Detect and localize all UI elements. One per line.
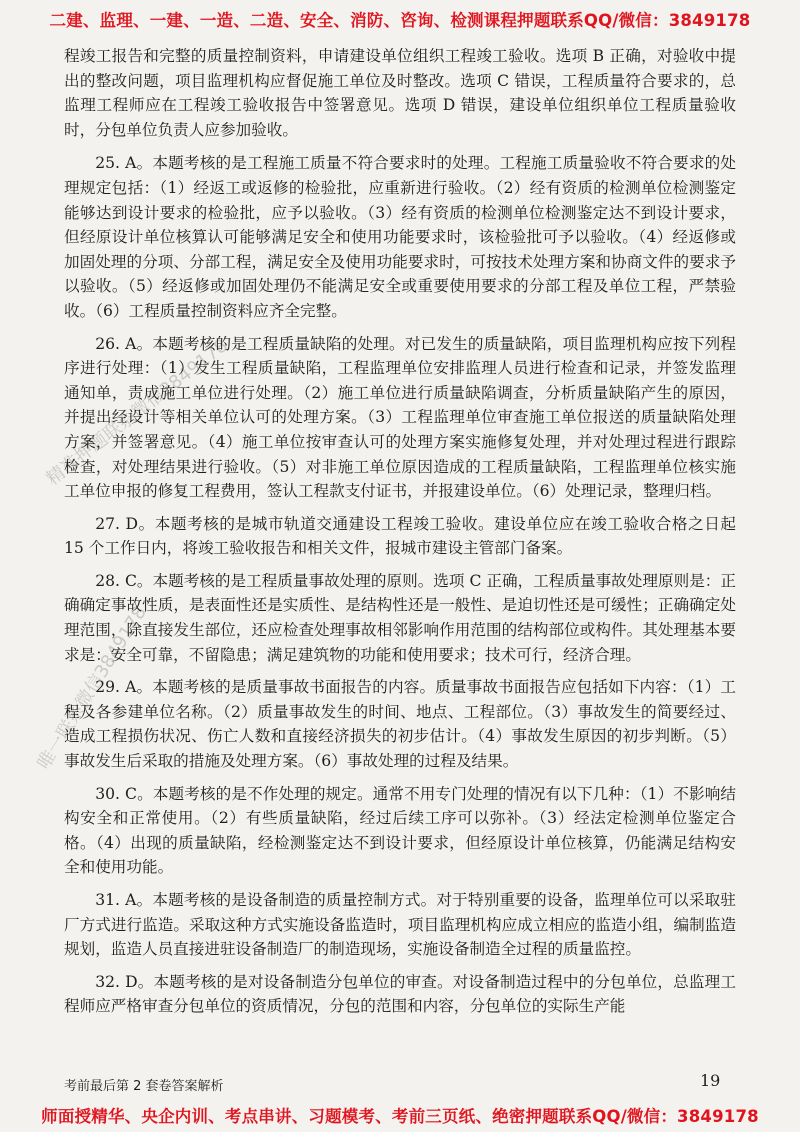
paragraph-continuation: 程竣工报告和完整的质量控制资料，申请建设单位组织工程竣工验收。选项 B 正确，对验收中提出的整改问题，项目监理机构应督促施工单位及时整改。选项 C 错误，工程质量符合要求的，总监理工程师应在工程竣工验收报告中签署意见。选项 D 错误，建设单位组织单位工程质量验收时，分包单位负责人应参加验收。 — [64, 47, 736, 139]
answer-explanation-body — [64, 44, 736, 1027]
page-number: 19 — [700, 1071, 721, 1090]
diagonal-watermark: 唯一联系微信3849178 — [33, 602, 151, 774]
footer-book-title: 考前最后第 2 套卷答案解析 — [64, 1079, 224, 1094]
answer-25: 25. A。本题考核的是工程施工质量不符合要求时的处理。工程施工质量验收不符合要求的处理规定包括：（1）经返工或返修的检验批，应重新进行验收。（2）经有资质的检测单位检测鉴定能够达到设计要求的检验批，应予以验收。（3）经有资质的检测单位检测鉴定达不到设计要求，但经原设计单位核算认可能够满足安全和使用功能要求时，该检验批可予以验收。（4）经返修或加固处理的分项、分部工程，满足安全及使用功能要求时，可按技术处理方案和协商文件的要求予以验收。（5）经返修或加固处理仍不能满足安全或重要使用要求的分部工程及单位工程，严禁验收。（6）工程质量控制资料应齐全完整。 — [64, 154, 736, 320]
answer-27: 27. D。本题考核的是城市轨道交通建设工程竣工验收。建设单位应在竣工验收合格之日起 15 个工作日内，将竣工验收报告和相关文件，报城市建设主管部门备案。 — [64, 514, 736, 558]
answer-29: 29. A。本题考核的是质量事故书面报告的内容。质量事故书面报告应包括如下内容：（1）工程及各参建单位名称。（2）质量事故发生的时间、地点、工程部位。（3）事故发生的简要经过、造成工程损伤状况、伤亡人数和直接经济损失的初步估计。（4）事故发生原因的初步判断。（5）事故发生后采取的措施及处理方案。（6）事故处理的过程及结果。 — [64, 678, 736, 771]
answer-26: 26. A。本题考核的是工程质量缺陷的处理。对已发生的质量缺陷，项目监理机构应按下列程序进行处理：（1）发生工程质量缺陷，工程监理单位安排监理人员进行检查和记录，并签发监理通知单，责成施工单位进行处理。（2）施工单位进行质量缺陷调查，分析质量缺陷产生的原因，并提出经设计等相关单位认可的处理方案。（3）工程监理单位审查施工单位报送的质量缺陷处理方案，并签署意见。（4）施工单位按审查认可的处理方案实施修复处理，并对处理过程进行跟踪检查，对处理结果进行验收。（5）对非施工单位原因造成的工程质量缺陷，工程监理单位核实施工单位申报的修复工程费用，签认工程款支付证书，并报建设单位。（6）处理记录，整理归档。 — [64, 334, 736, 501]
header-ad-banner: 二建、监理、一建、一造、二造、安全、消防、咨询、检测课程押题联系QQ/微信：3849178 — [49, 11, 751, 30]
answer-30: 30. C。本题考核的是不作处理的规定。通常不用专门处理的情况有以下几种：（1）不影响结构安全和正常使用。（2）有些质量缺陷，经过后续工序可以弥补。（3）经法定检测单位鉴定合格。（4）出现的质量缺陷，经检测鉴定达不到设计要求，但经原设计单位核算，仍能满足结构安全和使用功能。 — [64, 784, 736, 877]
diagonal-watermark: 精准押题联系微信3849178 — [42, 335, 233, 490]
answer-28: 28. C。本题考核的是工程质量事故处理的原则。选项 C 正确，工程质量事故处理原则是：正确确定事故性质，是表面性还是实质性、是结构性还是一般性、是迫切性还是可缓性；正确确定处理范围，除直接发生部位，还应检查处理事故相邻影响作用范围的结构部位或构件。其处理基本要求是：安全可靠，不留隐患；满足建筑物的功能和使用要求；技术可行，经济合理。 — [64, 571, 736, 664]
footer-ad-banner: 师面授精华、央企内训、考点串讲、习题模考、考前三页纸、绝密押题联系QQ/微信：3849178 — [41, 1107, 759, 1126]
answer-31: 31. A。本题考核的是设备制造的质量控制方式。对于特别重要的设备，监理单位可以采取驻厂方式进行监造。采取这种方式实施设备监造时，项目监理机构应成立相应的监造小组，编制监造规划，监造人员直接进驻设备制造厂的制造现场，实施设备制造全过程的质量监控。 — [64, 891, 736, 959]
answer-32: 32. D。本题考核的是对设备制造分包单位的审查。对设备制造过程中的分包单位，总监理工程师应严格审查分包单位的资质情况，分包的范围和内容，分包单位的实际生产能 — [64, 972, 736, 1016]
